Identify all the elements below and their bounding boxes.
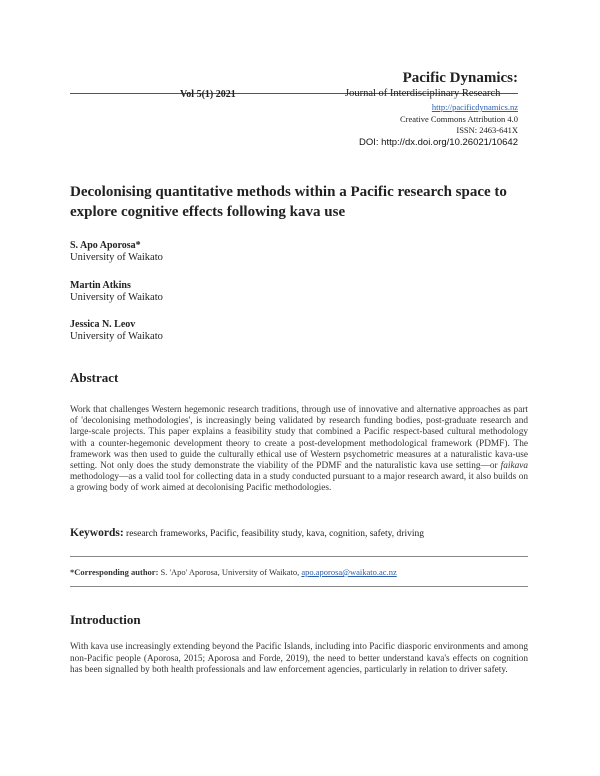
email-link[interactable]: apo.aporosa@waikato.ac.nz — [301, 567, 397, 577]
corresponding-author — [70, 567, 397, 577]
author-name: Jessica N. Leov — [70, 319, 136, 330]
abstract-heading: Abstract — [70, 370, 119, 385]
corresponding-label: *Corresponding author: — [70, 567, 159, 577]
author-name: S. Apo Aporosa* — [70, 240, 141, 251]
doi-text: DOI: http://dx.doi.org/10.26021/10642 — [359, 137, 518, 148]
introduction-heading: Introduction — [70, 612, 141, 627]
journal-subtitle: Journal of Interdisciplinary Research — [345, 88, 501, 99]
divider — [70, 556, 528, 557]
abstract-italic-term: faikava — [500, 461, 528, 472]
abstract-text: methodology—as a valid tool for collecting data in a study conducted pursuant to a major research award, it also builds on a growing body of work aimed at decolonising Pacific methodologies. — [70, 472, 528, 494]
issn-text: ISSN: 2463-641X — [456, 125, 518, 135]
abstract-text: Work that challenges Western hegemonic research traditions, through use of innovative and alternative approaches as part of 'decolonising methodologies', is increasingly being validated by research funding bodies, post-graduate research and large-scale projects. This paper explains a feasibility study that combined a Pacific respect-based cultural methodology with a counter-hegemonic development theory to create a post-development methodological framework (PDMF). The framework was then used to guide the culturally ethical use of Western psychometric measures at a naturalistic kava-use setting. Not only does the study demonstrate the viability of the PDMF and the naturalistic kava use setting—or — [70, 405, 528, 472]
author-affiliation: University of Waikato — [70, 331, 163, 342]
keywords-text: research frameworks, Pacific, feasibility study, kava, cognition, safety, driving — [126, 529, 424, 539]
corresponding-text: S. 'Apo' Aporosa, University of Waikato, — [160, 567, 300, 577]
journal-name: Pacific Dynamics: — [402, 70, 518, 86]
abstract-body — [70, 405, 528, 495]
author-name: Martin Atkins — [70, 280, 131, 291]
introduction-body: With kava use increasingly extending beyond the Pacific Islands, including into Pacific diasporic environments and among non-Pacific people (Aporosa, 2015; Aporosa and Forde, 2019), the need to better understand kava's effects on cognition has been signalled by both health professionals and law enforcement agencies, particularly in relation to driver safety. — [70, 642, 528, 676]
divider — [70, 586, 528, 587]
license-text: Creative Commons Attribution 4.0 — [399, 114, 518, 124]
volume-label: Vol 5(1) 2021 — [180, 89, 236, 100]
journal-url-link[interactable]: http://pacificdynamics.nz — [431, 102, 518, 112]
keywords — [70, 527, 424, 539]
paper-title: Decolonising quantitative methods within a Pacific research space to explore cognitive effects following kava use — [70, 184, 507, 220]
author-affiliation: University of Waikato — [70, 292, 163, 303]
author-affiliation: University of Waikato — [70, 252, 163, 263]
keywords-label: Keywords: — [70, 527, 124, 539]
